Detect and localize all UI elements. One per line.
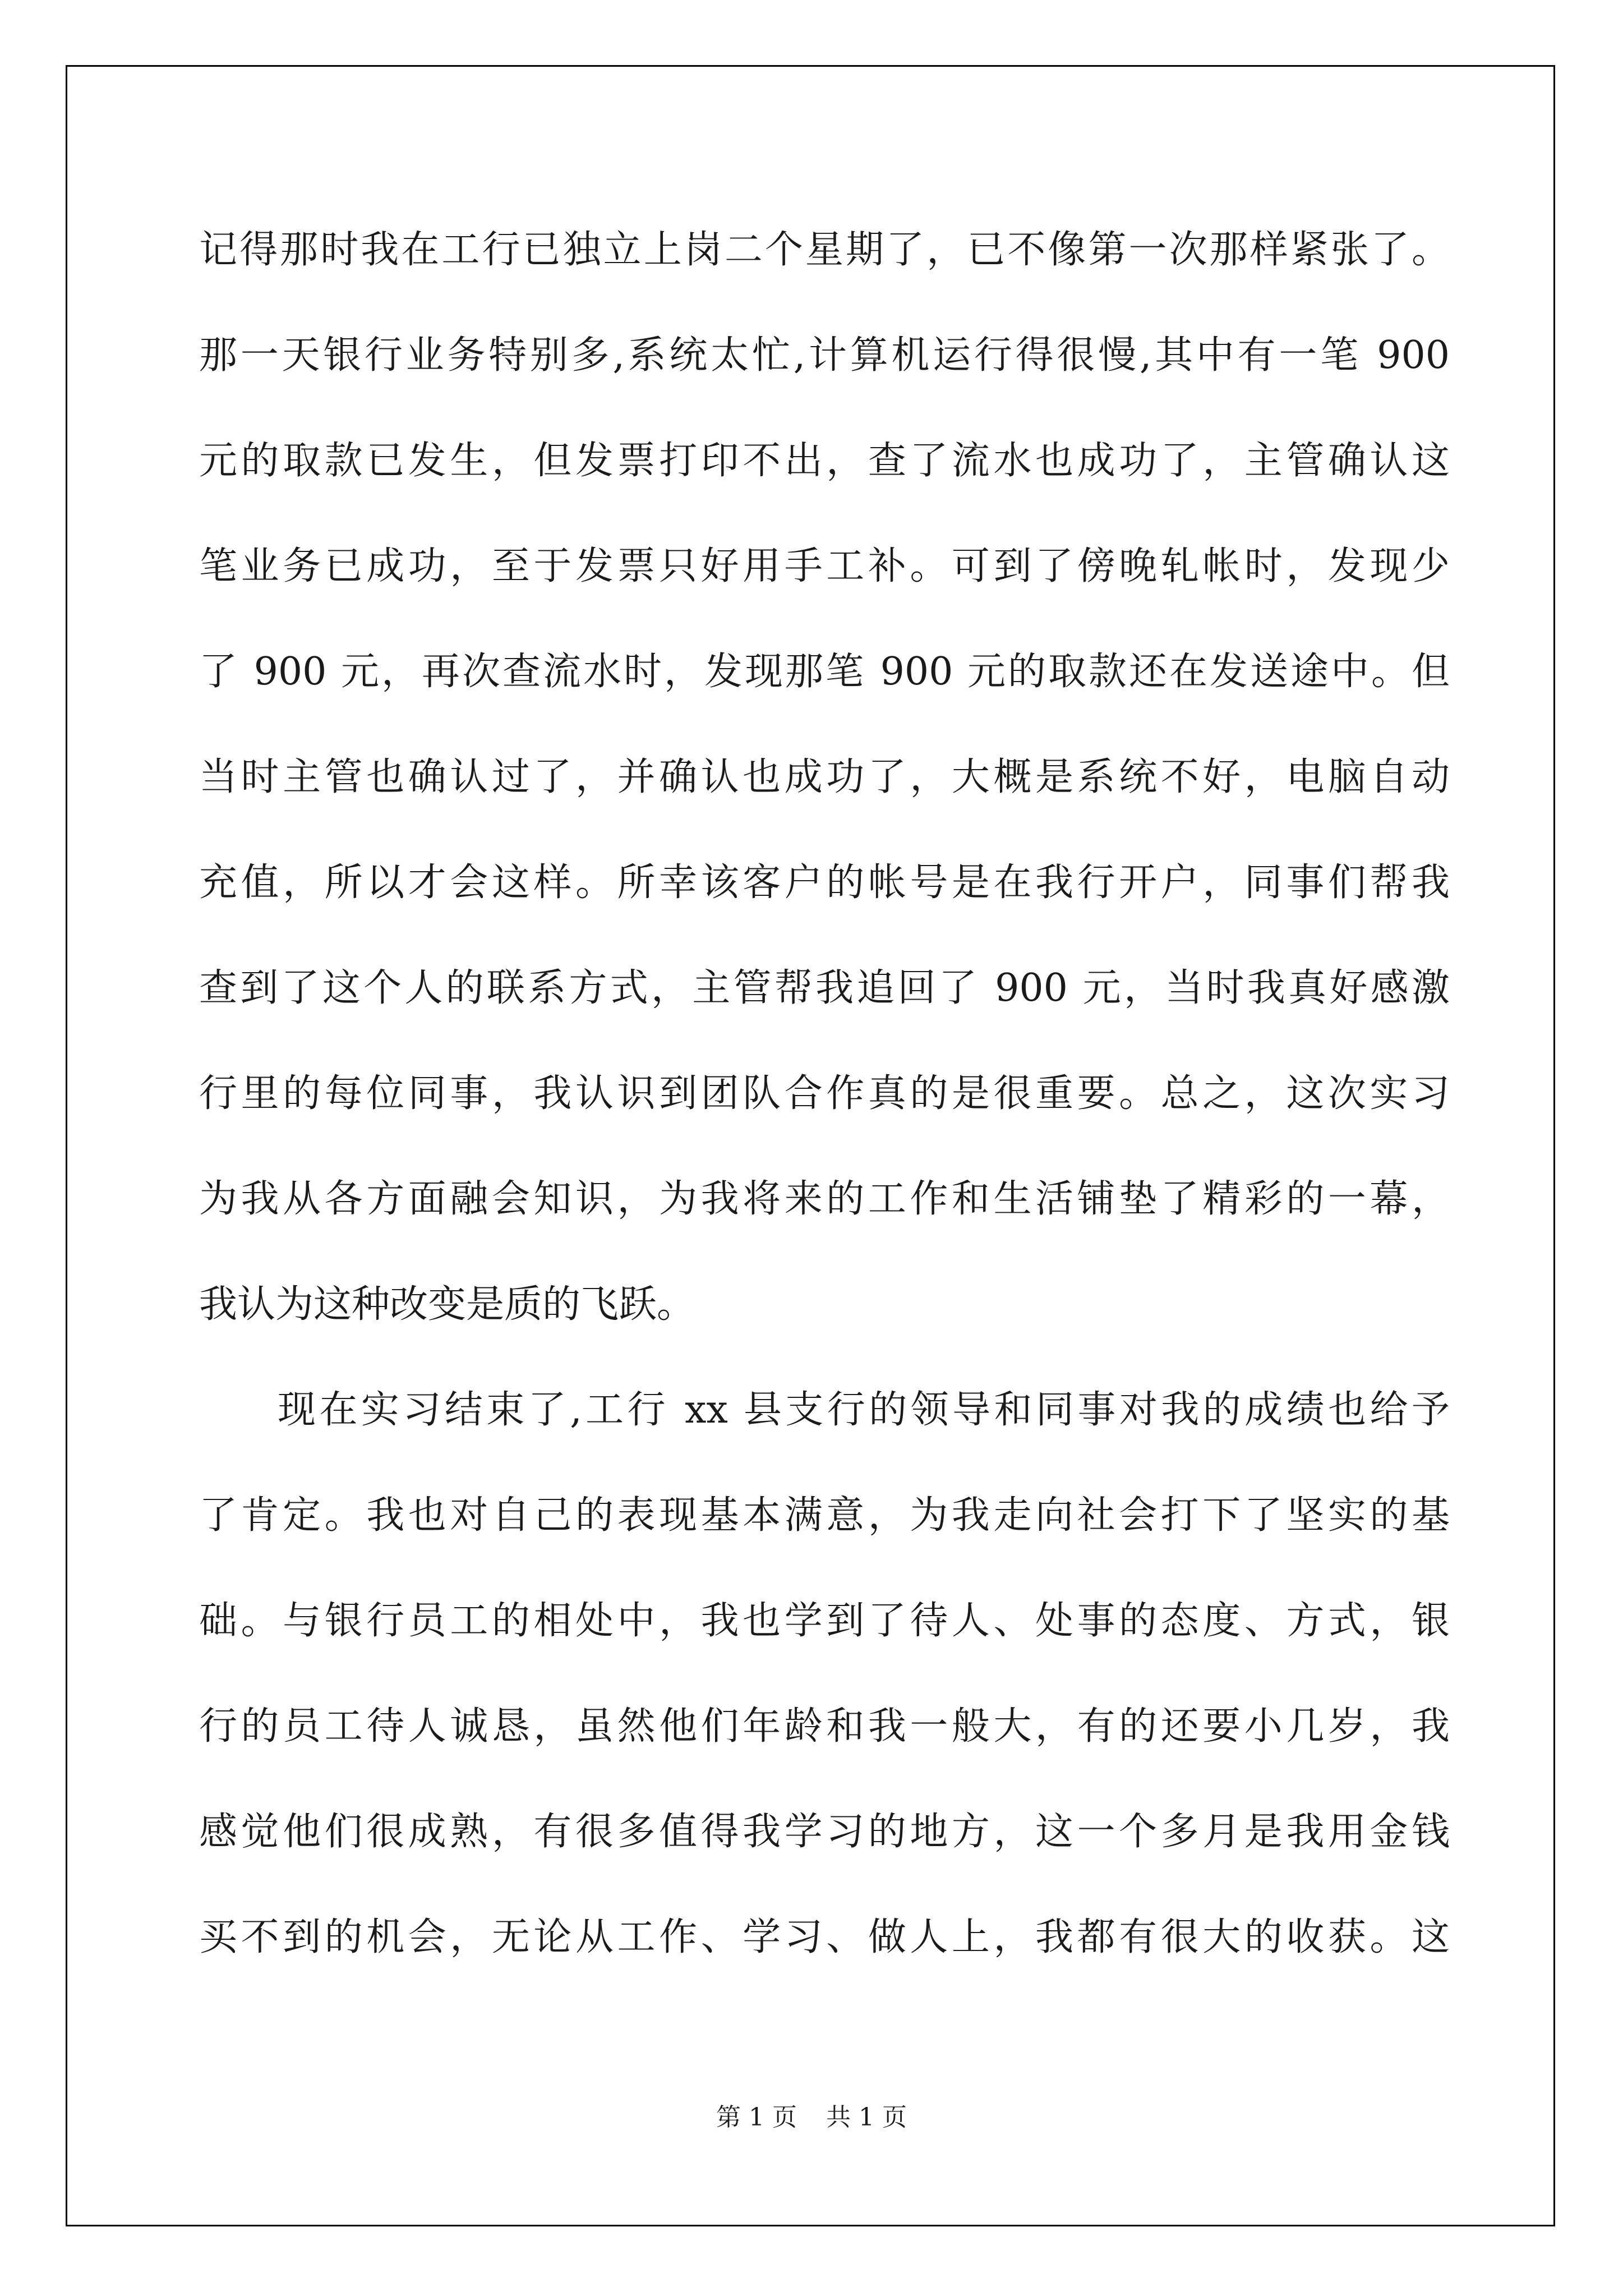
text-line: 现在实习结束了,工行 xx 县支行的领导和同事对我的成绩也给予 <box>278 1388 1450 1432</box>
text-line: 查到了这个人的联系方式，主管帮我追回了 900 元，当时我真好感激 <box>199 966 1450 1010</box>
text-line: 感觉他们很成熟，有很多值得我学习的地方，这一个多月是我用金钱 <box>199 1810 1450 1854</box>
text-line: 元的取款已发生，但发票打印不出，查了流水也成功了，主管确认这 <box>199 439 1450 483</box>
text-line: 我认为这种改变是质的飞跃。 <box>199 1282 695 1327</box>
text-line: 记得那时我在工行已独立上岗二个星期了，已不像第一次那样紧张了。 <box>199 228 1450 272</box>
text-line: 了 900 元，再次查流水时，发现那笔 900 元的取款还在发送途中。但 <box>199 650 1450 694</box>
document-body <box>199 197 1450 1990</box>
page-footer <box>0 2097 1623 2133</box>
text-line: 买不到的机会，无论从工作、学习、做人上，我都有很大的收获。这 <box>199 1915 1450 1959</box>
text-line: 当时主管也确认过了，并确认也成功了，大概是系统不好，电脑自动 <box>199 755 1450 799</box>
text-line: 那一天银行业务特别多,系统太忙,计算机运行得很慢,其中有一笔 900 <box>199 333 1450 378</box>
text-line: 为我从各方面融会知识，为我将来的工作和生活铺垫了精彩的一幕， <box>199 1177 1450 1221</box>
text-line: 础。与银行员工的相处中，我也学到了待人、处事的态度、方式，银 <box>199 1599 1450 1643</box>
text-line: 笔业务已成功，至于发票只好用手工补。可到了傍晚轧帐时，发现少 <box>199 544 1450 588</box>
text-line: 行里的每位同事，我认识到团队合作真的是很重要。总之，这次实习 <box>199 1071 1450 1116</box>
page-total: 共 1 页 <box>826 2103 907 2132</box>
page-number: 第 1 页 <box>716 2103 797 2132</box>
text-line: 了肯定。我也对自己的表现基本满意，为我走向社会打下了坚实的基 <box>199 1493 1450 1538</box>
text-line: 充值，所以才会这样。所幸该客户的帐号是在我行开户，同事们帮我 <box>199 861 1450 905</box>
paragraph-1 <box>199 197 1450 1358</box>
paragraph-2 <box>199 1358 1450 1990</box>
text-line: 行的员工待人诚恳，虽然他们年龄和我一般大，有的还要小几岁，我 <box>199 1704 1450 1749</box>
